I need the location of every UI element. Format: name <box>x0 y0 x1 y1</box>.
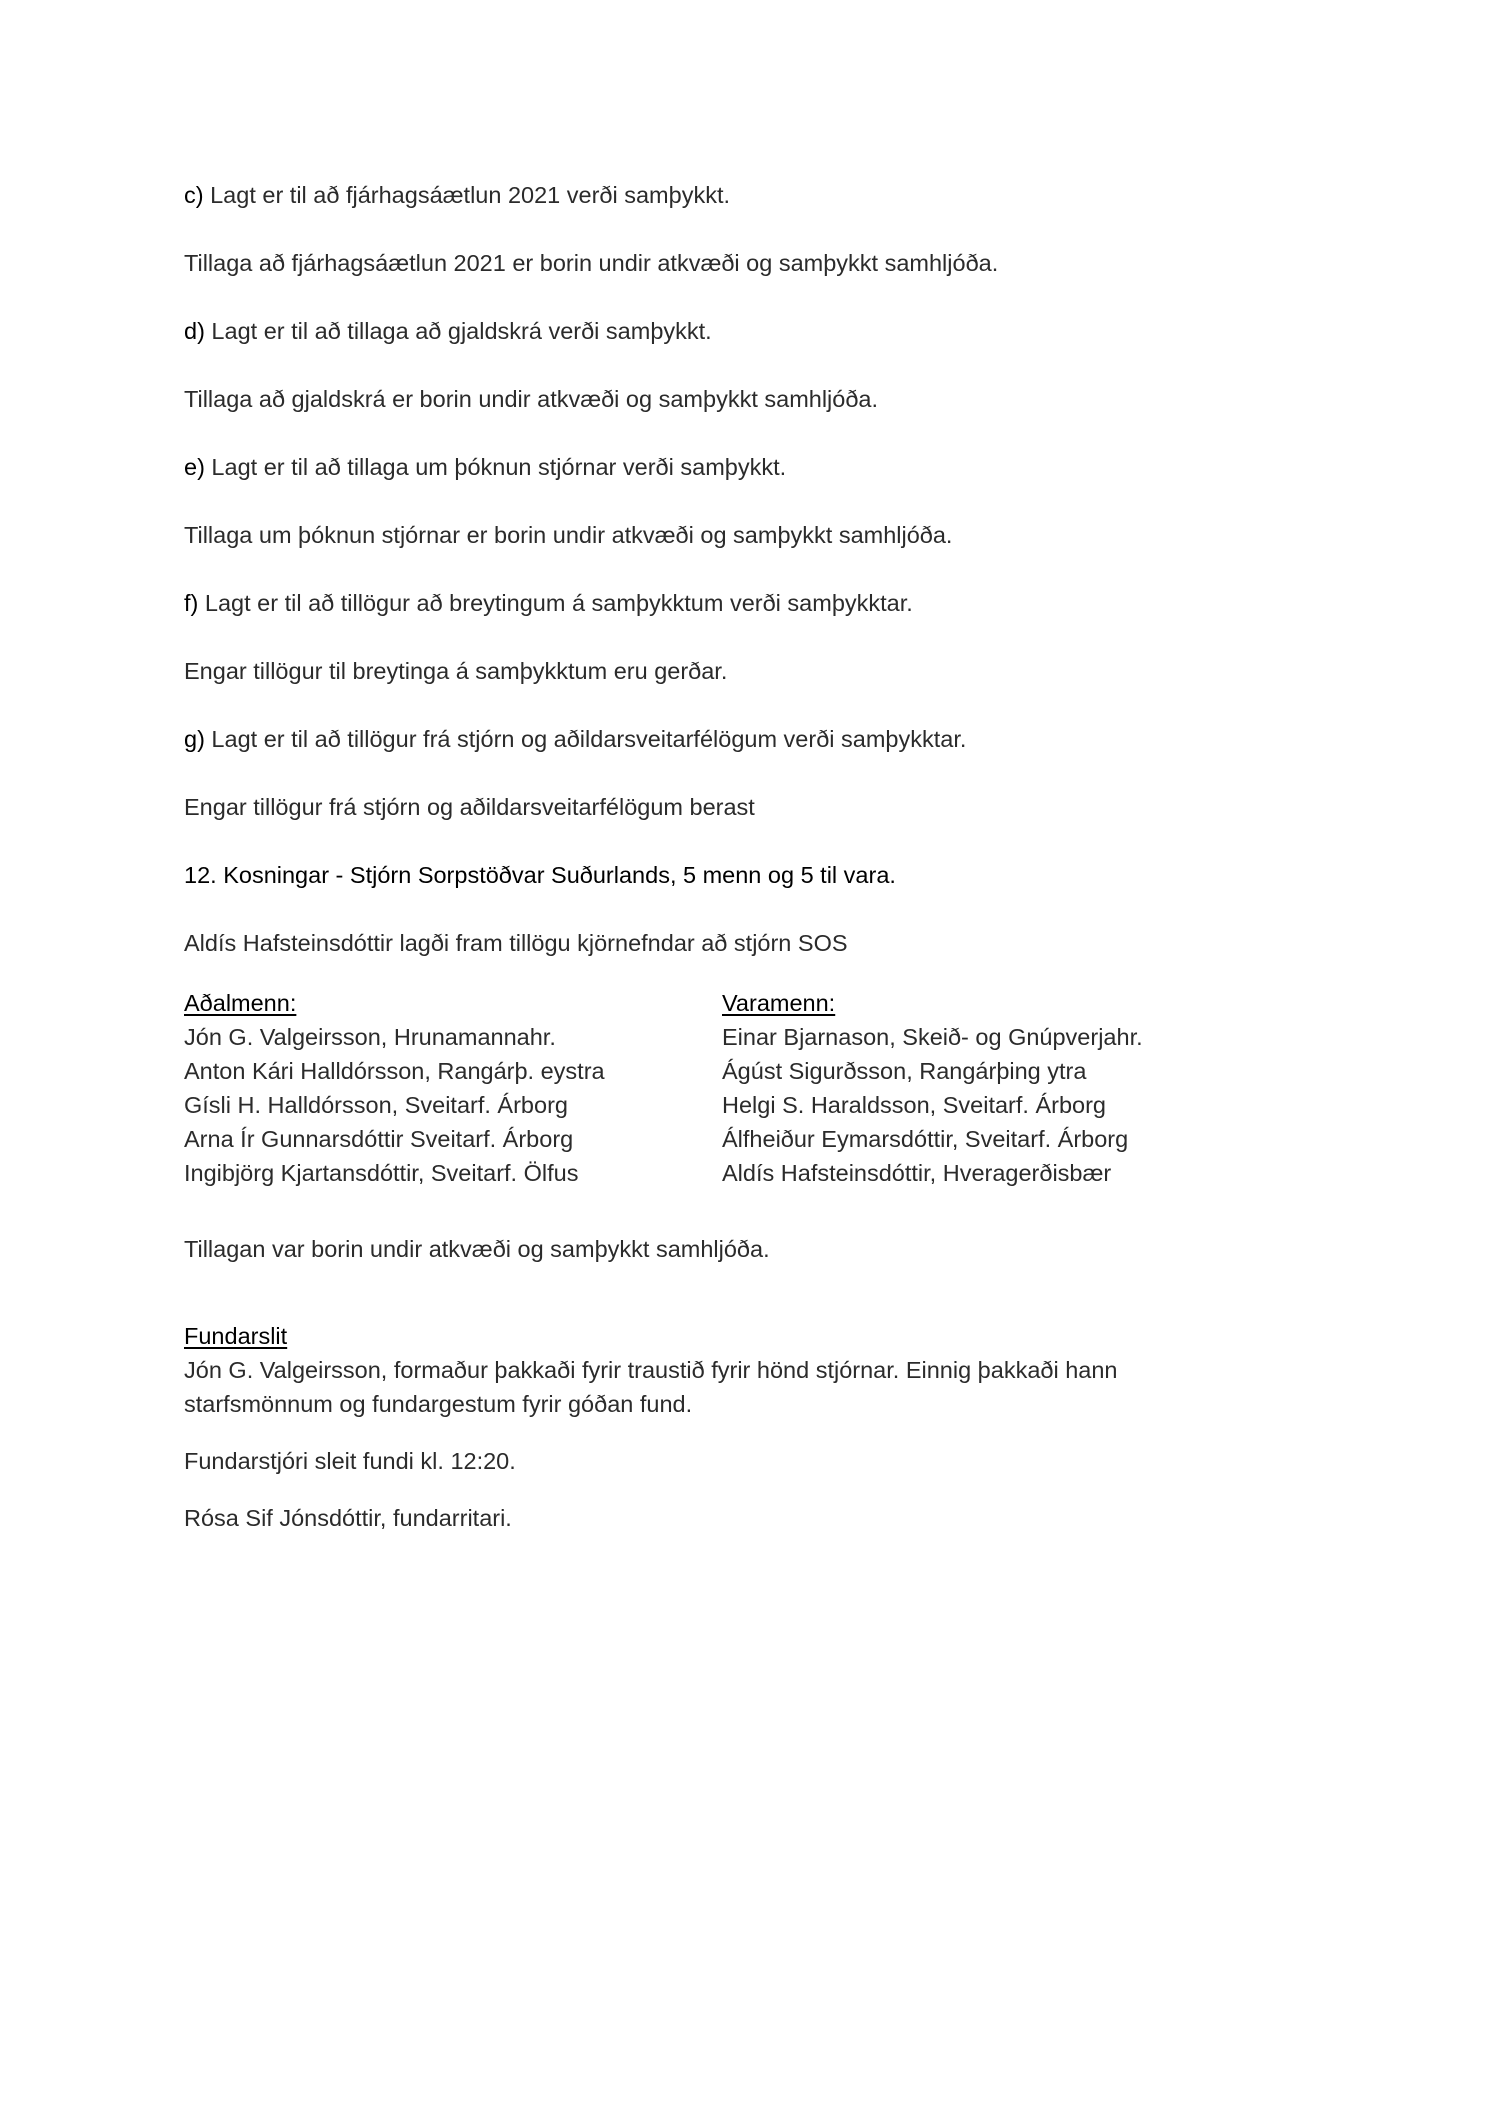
alternate-member: Helgi S. Haraldsson, Sveitarf. Árborg <box>722 1092 1106 1118</box>
item-g-result: Engar tillögur frá stjórn og aðildarsveitarfélögum berast <box>184 794 755 820</box>
item-e <box>184 450 786 484</box>
main-member: Arna Ír Gunnarsdóttir Sveitarf. Árborg <box>184 1126 574 1152</box>
item-text: Lagt er til að tillaga að gjaldskrá verði samþykkt. <box>204 318 712 344</box>
main-members-title: Aðalmenn: <box>184 990 297 1016</box>
closing-title: Fundarslit <box>184 1323 288 1349</box>
alternate-members-column <box>722 986 1143 1190</box>
item-d <box>184 314 712 348</box>
alternate-members-title: Varamenn: <box>722 990 836 1016</box>
item-g <box>184 722 966 756</box>
closing-secretary: Rósa Sif Jónsdóttir, fundarritari. <box>184 1505 512 1531</box>
alternate-member: Álfheiður Eymarsdóttir, Sveitarf. Árborg <box>722 1126 1129 1152</box>
item-marker: f) <box>184 590 199 616</box>
main-member: Jón G. Valgeirsson, Hrunamannahr. <box>184 1024 556 1050</box>
item-marker: g) <box>184 726 205 752</box>
item-text: Lagt er til að tillögur að breytingum á samþykktum verði samþykktar. <box>198 590 913 616</box>
alternate-member: Aldís Hafsteinsdóttir, Hveragerðisbær <box>722 1160 1112 1186</box>
closing-end-time: Fundarstjóri sleit fundi kl. 12:20. <box>184 1448 516 1474</box>
section-12-heading: 12. Kosningar - Stjórn Sorpstöðvar Suðurlands, 5 menn og 5 til vara. <box>184 862 896 888</box>
main-members-column <box>184 986 605 1190</box>
main-member: Gísli H. Halldórsson, Sveitarf. Árborg <box>184 1092 568 1118</box>
item-marker: d) <box>184 318 205 344</box>
item-text: Lagt er til að fjárhagsáætlun 2021 verði samþykkt. <box>203 182 730 208</box>
item-d-result: Tillaga að gjaldskrá er borin undir atkvæði og samþykkt samhljóða. <box>184 386 879 412</box>
closing-line-1: Jón G. Valgeirsson, formaður þakkaði fyrir traustið fyrir hönd stjórnar. Einnig þakkaði hann <box>184 1357 1118 1383</box>
main-member: Ingibjörg Kjartansdóttir, Sveitarf. Ölfus <box>184 1160 579 1186</box>
alternate-member: Ágúst Sigurðsson, Rangárþing ytra <box>722 1058 1087 1084</box>
item-text: Lagt er til að tillögur frá stjórn og aðildarsveitarfélögum verði samþykktar. <box>204 726 967 752</box>
item-marker: e) <box>184 454 205 480</box>
section-12-intro: Aldís Hafsteinsdóttir lagði fram tillögu kjörnefndar að stjórn SOS <box>184 930 848 956</box>
item-c-result: Tillaga að fjárhagsáætlun 2021 er borin undir atkvæði og samþykkt samhljóða. <box>184 250 999 276</box>
section-12-result: Tillagan var borin undir atkvæði og samþykkt samhljóða. <box>184 1236 770 1262</box>
main-member: Anton Kári Halldórsson, Rangárþ. eystra <box>184 1058 605 1084</box>
item-text: Lagt er til að tillaga um þóknun stjórnar verði samþykkt. <box>204 454 787 480</box>
alternate-member: Einar Bjarnason, Skeið- og Gnúpverjahr. <box>722 1024 1143 1050</box>
item-e-result: Tillaga um þóknun stjórnar er borin undir atkvæði og samþykkt samhljóða. <box>184 522 953 548</box>
item-c <box>184 178 730 212</box>
item-f <box>184 586 913 620</box>
item-marker: c) <box>184 182 204 208</box>
closing-line-2: starfsmönnum og fundargestum fyrir góðan fund. <box>184 1391 693 1417</box>
item-f-result: Engar tillögur til breytinga á samþykktum eru gerðar. <box>184 658 728 684</box>
